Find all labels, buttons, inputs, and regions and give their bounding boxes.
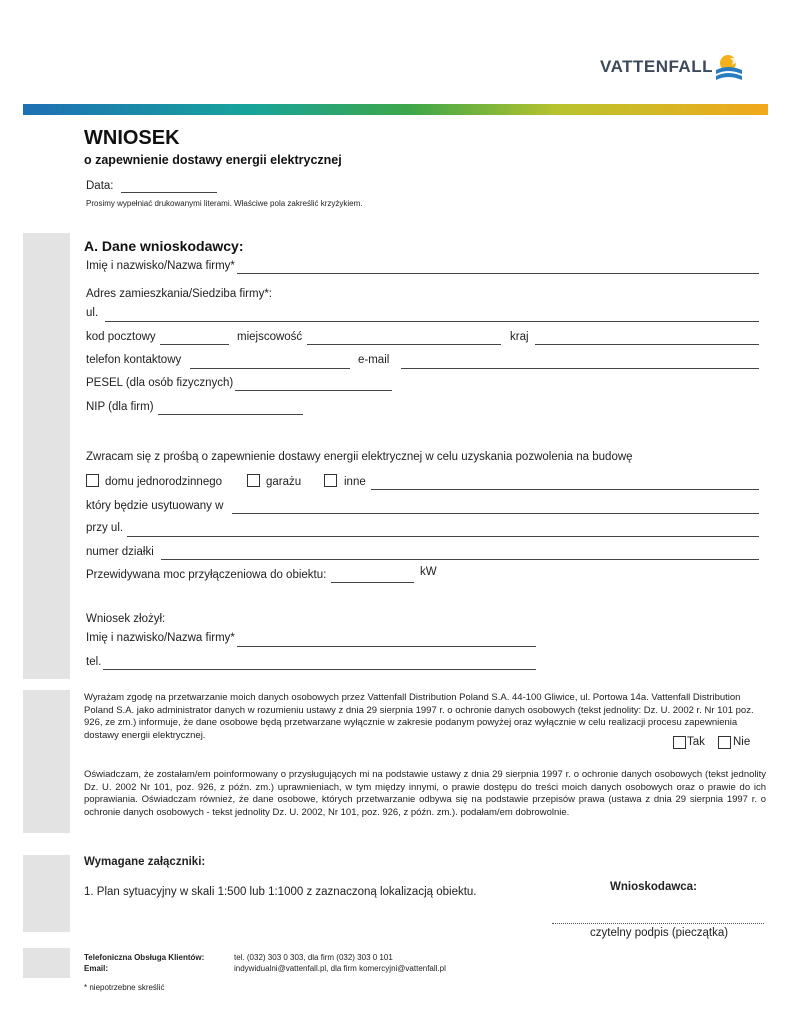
applicant-label: Wnioskodawca: — [610, 881, 697, 893]
side-bar-attachments — [23, 855, 70, 932]
email-label: e-mail — [358, 354, 390, 366]
submitter-name-label: Imię i nazwisko/Nazwa firmy* — [86, 632, 235, 644]
power-field[interactable] — [331, 582, 414, 583]
option-house-label: domu jednorodzinnego — [105, 476, 223, 488]
header-gradient-stripe — [23, 104, 768, 115]
side-bar-consent — [23, 690, 70, 833]
footer-email-value[interactable]: indywidualni@vattenfall.pl, dla firm komercyjni@vattenfall.pl — [234, 964, 446, 973]
option-other-checkbox[interactable] — [324, 474, 337, 487]
city-field[interactable] — [307, 344, 501, 345]
consent-yes-checkbox[interactable] — [673, 736, 686, 749]
footnote: * niepotrzebne skreślić — [84, 983, 165, 992]
consent-no-checkbox[interactable] — [718, 736, 731, 749]
option-other-label: inne — [344, 476, 366, 488]
section-a-heading: A. Dane wnioskodawcy: — [84, 238, 244, 254]
country-label: kraj — [510, 331, 529, 343]
pesel-field[interactable] — [235, 390, 392, 391]
pesel-label: PESEL (dla osób fizycznych) — [86, 377, 234, 389]
power-label: Przewidywana moc przyłączeniowa do obiektu: — [86, 569, 327, 581]
signature-line[interactable] — [552, 923, 764, 924]
attachment-item-1: 1. Plan sytuacyjny w skali 1:500 lub 1:1000 z zaznaczoną lokalizacją obiektu. — [84, 886, 477, 898]
nip-label: NIP (dla firm) — [86, 401, 154, 413]
footer-phone-value: tel. (032) 303 0 303, dla firm (032) 303 0 101 — [234, 953, 393, 962]
footer-phone-label: Telefoniczna Obsługa Klientów: — [84, 953, 205, 962]
country-field[interactable] — [535, 344, 759, 345]
plot-number-label: numer działki — [86, 546, 154, 558]
option-house-checkbox[interactable] — [86, 474, 99, 487]
submitter-heading: Wniosek złożył: — [86, 613, 166, 625]
option-other-field[interactable] — [371, 489, 759, 490]
nip-field[interactable] — [158, 414, 303, 415]
city-label: miejscowość — [237, 331, 303, 343]
phone-label: telefon kontaktowy — [86, 354, 182, 366]
power-unit: kW — [420, 566, 437, 578]
street-field[interactable] — [105, 321, 759, 322]
date-field[interactable] — [121, 192, 217, 193]
submitter-name-field[interactable] — [237, 646, 536, 647]
page-subtitle: o zapewnienie dostawy energii elektrycznej — [84, 153, 342, 167]
instruction-text: Prosimy wypełniać drukowanymi literami. Właściwe pola zakreślić krzyżykiem. — [86, 199, 363, 208]
side-bar-footer — [23, 948, 70, 978]
attachments-heading: Wymagane załączniki: — [84, 856, 206, 868]
option-garage-label: garażu — [266, 476, 302, 488]
phone-field[interactable] — [190, 368, 350, 369]
side-bar-section-a — [23, 233, 70, 679]
location-label: który będzie usytuowany w — [86, 500, 224, 512]
location-field[interactable] — [232, 513, 759, 514]
street-label: ul. — [86, 307, 99, 319]
footer-email-label: Email: — [84, 964, 109, 973]
vattenfall-logo — [600, 50, 750, 84]
email-field[interactable] — [401, 368, 759, 369]
submitter-phone-label: tel. — [86, 656, 102, 668]
location-street-field[interactable] — [127, 536, 759, 537]
name-label: Imię i nazwisko/Nazwa firmy* — [86, 260, 235, 272]
date-label: Data: — [86, 180, 114, 192]
consent-no-label: Nie — [733, 736, 751, 748]
sun-wave-icon — [708, 50, 748, 84]
declaration-text: Oświadczam, że zostałam/em poinformowany o przysługujących mi na podstawie ustawy z dnia 29 sierpnia 1997 r. o ochronie danych osobowych (tekst jednolity Dz. U. 2002 Nr 101, poz. 926, z późn. zm.) uprawnieniach, w tym między innymi, o prawie dostępu do treści moich danych osobowych oraz o prawie do ich poprawiania. Oświadczam również, że dane osobowe, których przetwarzanie odbywa się na podstawie przepisów prawa (ustawa z dnia 29 sierpnia 1997 r. o ochronie danych osobowych - tekst jednolity Dz. U. 2002, Nr 101, poz. 926, z późn. zm.). podałam/em dobrowolnie. — [84, 769, 766, 818]
option-garage-checkbox[interactable] — [247, 474, 260, 487]
logo-text: VATTENFALL — [600, 57, 713, 76]
plot-number-field[interactable] — [161, 559, 759, 560]
postal-code-label: kod pocztowy — [86, 331, 156, 343]
submitter-phone-field[interactable] — [103, 669, 536, 670]
consent-text: Wyrażam zgodę na przetwarzanie moich danych osobowych przez Vattenfall Distribution Poland S.A. 44-100 Gliwice, ul. Portowa 14a. Vattenfall Distribution Poland S.A. jako administrator danych w rozumieniu ustawy z dnia 29 sierpnia 1997 r. o ochronie danych osobowych (tekst jednolity: Dz. U. 2002 r. Nr 101 poz. 926, ze zm.) informuje, że dane osobowe będą przetwarzane wyłącznie w zakresie podanym powyżej oraz wyłącznie w celu realizacji procesu zapewnienia dostawy energii elektrycznej. — [84, 692, 754, 741]
page-title: WNIOSEK — [84, 127, 180, 149]
name-field[interactable] — [237, 273, 759, 274]
address-label: Adres zamieszkania/Siedziba firmy*: — [86, 288, 272, 300]
signature-label: czytelny podpis (pieczątka) — [590, 927, 729, 939]
consent-yes-label: Tak — [687, 736, 705, 748]
request-text: Zwracam się z prośbą o zapewnienie dostawy energii elektrycznej w celu uzyskania pozwolenia na budowę — [86, 451, 633, 463]
postal-code-field[interactable] — [160, 344, 229, 345]
location-street-label: przy ul. — [86, 522, 124, 534]
